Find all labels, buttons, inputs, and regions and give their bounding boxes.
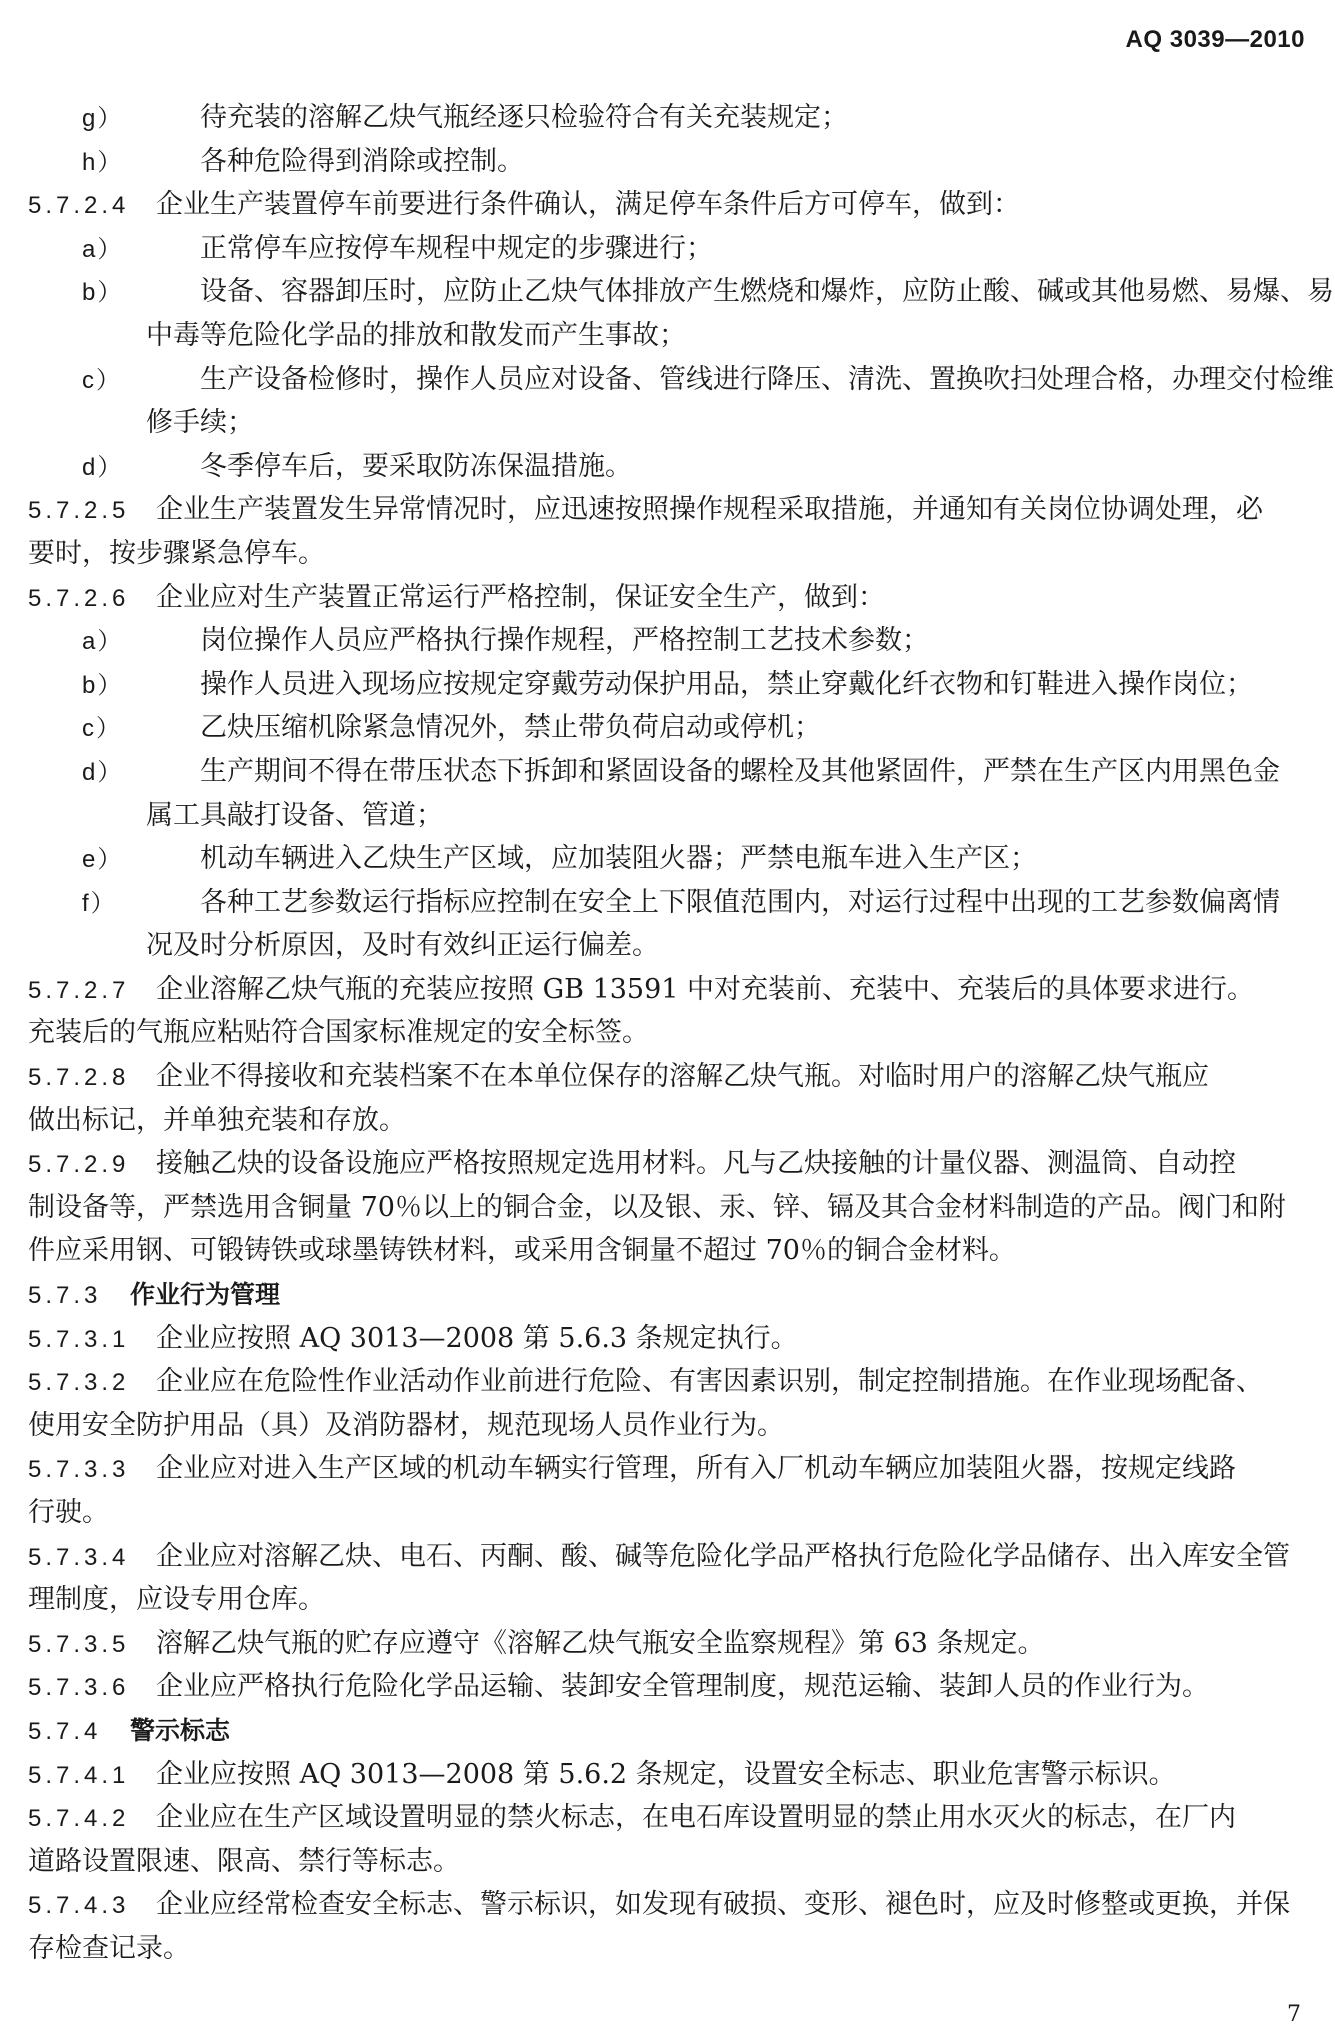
line-text: 警示标志: [130, 1715, 231, 1745]
clause-line: [28, 576, 1311, 620]
page-number: 7: [1287, 2002, 1301, 2027]
list-item: [28, 96, 1311, 140]
clause-line: [28, 1622, 1311, 1666]
clause-number: 5.7.3.5: [28, 1630, 130, 1658]
list-marker: c）: [82, 715, 122, 743]
continuation-line: [28, 1011, 1311, 1055]
line-text: 设备、容器卸压时，应防止乙炔气体排放产生燃烧和爆炸，应防止酸、碱或其他易燃、易爆、易: [200, 276, 1334, 308]
clause-line: [28, 968, 1311, 1012]
line-text: 溶解乙炔气瓶的贮存应遵守《溶解乙炔气瓶安全监察规程》第 63 条规定。: [156, 1627, 1045, 1659]
line-text: 行驶。: [28, 1497, 109, 1528]
list-item: [28, 140, 1311, 184]
line-text: 道路设置限速、限高、禁行等标志。: [28, 1845, 460, 1877]
list-item: [28, 270, 1334, 314]
clause-number: 5.7.3.3: [28, 1456, 130, 1484]
line-text: 企业应对生产装置正常运行严格控制，保证安全生产，做到：: [156, 581, 885, 613]
line-text: 件应采用钢、可锻铸铁或球墨铸铁材料，或采用含铜量不超过 70％的铜合金材料。: [28, 1235, 1016, 1267]
line-text: 企业应对进入生产区域的机动车辆实行管理，所有入厂机动车辆应加装阻火器，按规定线路: [156, 1453, 1236, 1485]
list-marker: e）: [82, 846, 124, 874]
line-text: 待充装的溶解乙炔气瓶经逐只检验符合有关充装规定；: [200, 102, 848, 133]
clause-number: 5.7.4.1: [28, 1761, 130, 1789]
continuation-line: [28, 1404, 1311, 1448]
line-text: 中毒等危险化学品的排放和散发而产生事故；: [146, 319, 686, 351]
clause-number: 5.7.3.1: [28, 1325, 130, 1353]
line-text: 操作人员进入现场应按规定穿戴劳动保护用品，禁止穿戴化纤衣物和钉鞋进入操作岗位；: [200, 668, 1253, 700]
continuation-line: [28, 1186, 1311, 1230]
line-text: 生产设备检修时，操作人员应对设备、管线进行降压、清洗、置换吹扫处理合格，办理交付检维: [200, 363, 1334, 395]
line-text: 况及时分析原因，及时有效纠正运行偏差。: [146, 930, 659, 962]
line-text: 企业应严格执行危险化学品运输、装卸安全管理制度，规范运输、装卸人员的作业行为。: [156, 1671, 1209, 1703]
line-text: 各种危险得到消除或控制。: [200, 145, 524, 177]
list-marker: f）: [82, 889, 117, 917]
line-text: 各种工艺参数运行指标应控制在安全上下限值范围内，对运行过程中出现的工艺参数偏离情: [200, 886, 1280, 918]
list-item: [28, 358, 1334, 402]
line-text: 作业行为管理: [130, 1280, 281, 1310]
continuation-line: [28, 1578, 1311, 1622]
list-marker: b）: [82, 671, 124, 699]
line-text: 企业应按照 AQ 3013—2008 第 5.6.3 条规定执行。: [156, 1322, 798, 1354]
line-text: 企业生产装置发生异常情况时，应迅速按照操作规程采取措施，并通知有关岗位协调处理，必: [156, 494, 1263, 526]
continuation-line: [28, 1229, 1311, 1273]
clause-number: 5.7.4.3: [28, 1892, 130, 1920]
clause-line: [28, 1753, 1311, 1797]
list-marker: d）: [82, 453, 124, 481]
standard-code-header: AQ 3039—2010: [1125, 26, 1305, 53]
line-text: 企业应在危险性作业活动作业前进行危险、有害因素识别，制定控制措施。在作业现场配备、: [156, 1366, 1263, 1398]
clause-number: 5.7.2.4: [28, 192, 130, 220]
continuation-line: [28, 532, 1311, 576]
clause-line: [28, 1142, 1311, 1186]
line-text: 存检查记录。: [28, 1932, 190, 1964]
line-text: 企业不得接收和充装档案不在本单位保存的溶解乙炔气瓶。对临时用户的溶解乙炔气瓶应: [156, 1061, 1209, 1093]
list-item: [28, 706, 1311, 750]
line-text: 乙炔压缩机除紧急情况外，禁止带负荷启动或停机；: [200, 712, 821, 744]
line-text: 企业应在生产区域设置明显的禁火标志，在电石库设置明显的禁止用水灭火的标志，在厂内: [156, 1802, 1236, 1834]
line-text: 企业应经常检查安全标志、警示标识，如发现有破损、变形、褪色时，应及时修整或更换，并保: [156, 1889, 1290, 1921]
clause-number: 5.7.4: [28, 1717, 102, 1745]
line-text: 企业生产装置停车前要进行条件确认，满足停车条件后方可停车，做到：: [156, 189, 1020, 221]
line-text: 接触乙炔的设备设施应严格按照规定选用材料。凡与乙炔接触的计量仪器、测温筒、自动控: [156, 1148, 1236, 1180]
line-text: 机动车辆进入乙炔生产区域，应加装阻火器；严禁电瓶车进入生产区；: [200, 843, 1037, 875]
clause-number: 5.7.4.2: [28, 1805, 130, 1833]
clause-number: 5.7.2.6: [28, 584, 130, 612]
line-text: 充装后的气瓶应粘贴符合国家标准规定的安全标签。: [28, 1017, 649, 1049]
list-item: [28, 881, 1311, 925]
list-marker: c）: [82, 366, 122, 394]
line-text: 要时，按步骤紧急停车。: [28, 537, 325, 569]
continuation-line: [28, 1927, 1311, 1971]
list-item: [28, 837, 1311, 881]
list-marker: a）: [82, 628, 124, 656]
continuation-line: [28, 924, 1311, 968]
continuation-line: [28, 401, 1311, 445]
list-item: [28, 445, 1311, 489]
clause-number: 5.7.2.8: [28, 1064, 130, 1092]
clause-line: [28, 1055, 1311, 1099]
clause-line: [28, 1317, 1311, 1361]
list-item: [28, 619, 1311, 663]
document-body: [28, 96, 1334, 1971]
section-heading: [28, 1709, 1311, 1753]
clause-number: 5.7.2.9: [28, 1151, 130, 1179]
continuation-line: [28, 1099, 1311, 1143]
continuation-line: [28, 794, 1311, 838]
line-text: 制设备等，严禁选用含铜量 70％以上的铜合金，以及银、汞、锌、镉及其合金材料制造的产品。阀门和附: [28, 1191, 1286, 1223]
clause-number: 5.7.3: [28, 1282, 102, 1310]
clause-line: [28, 1883, 1311, 1927]
line-text: 企业应对溶解乙炔、电石、丙酮、酸、碱等危险化学品严格执行危险化学品储存、出入库安全管: [156, 1540, 1290, 1572]
section-heading: [28, 1273, 1311, 1317]
clause-line: [28, 1360, 1311, 1404]
line-text: 属工具敲打设备、管道；: [146, 799, 443, 831]
clause-number: 5.7.3.2: [28, 1369, 130, 1397]
list-marker: d）: [82, 758, 124, 786]
continuation-line: [28, 1840, 1311, 1884]
line-text: 使用安全防护用品（具）及消防器材，规范现场人员作业行为。: [28, 1409, 784, 1441]
clause-line: [28, 1447, 1311, 1491]
clause-line: [28, 488, 1311, 532]
line-text: 岗位操作人员应严格执行操作规程，严格控制工艺技术参数；: [200, 625, 929, 657]
clause-line: [28, 1665, 1311, 1709]
list-item: [28, 663, 1311, 707]
clause-number: 5.7.2.7: [28, 976, 130, 1004]
continuation-line: [28, 314, 1311, 358]
list-marker: a）: [82, 235, 124, 263]
line-text: 冬季停车后，要采取防冻保温措施。: [200, 450, 632, 482]
clause-number: 5.7.2.5: [28, 497, 130, 525]
line-text: 生产期间不得在带压状态下拆卸和紧固设备的螺栓及其他紧固件，严禁在生产区内用黑色金: [200, 755, 1280, 787]
clause-number: 5.7.3.4: [28, 1543, 130, 1571]
line-text: 正常停车应按停车规程中规定的步骤进行；: [200, 232, 713, 264]
line-text: 企业应按照 AQ 3013—2008 第 5.6.2 条规定，设置安全标志、职业危害警示标识。: [156, 1758, 1176, 1790]
list-marker: g）: [82, 105, 124, 132]
line-text: 企业溶解乙炔气瓶的充装应按照 GB 13591 中对充装前、充装中、充装后的具体要求进行。: [156, 973, 1255, 1005]
line-text: 修手续；: [146, 407, 254, 439]
clause-number: 5.7.3.6: [28, 1674, 130, 1702]
list-item: [28, 750, 1311, 794]
clause-line: [28, 183, 1311, 227]
line-text: 理制度，应设专用仓库。: [28, 1584, 325, 1616]
continuation-line: [28, 1491, 1311, 1535]
line-text: 做出标记，并单独充装和存放。: [28, 1104, 406, 1136]
list-item: [28, 227, 1311, 271]
clause-line: [28, 1796, 1311, 1840]
list-marker: h）: [82, 148, 124, 176]
list-marker: b）: [82, 279, 124, 307]
clause-line: [28, 1535, 1311, 1579]
